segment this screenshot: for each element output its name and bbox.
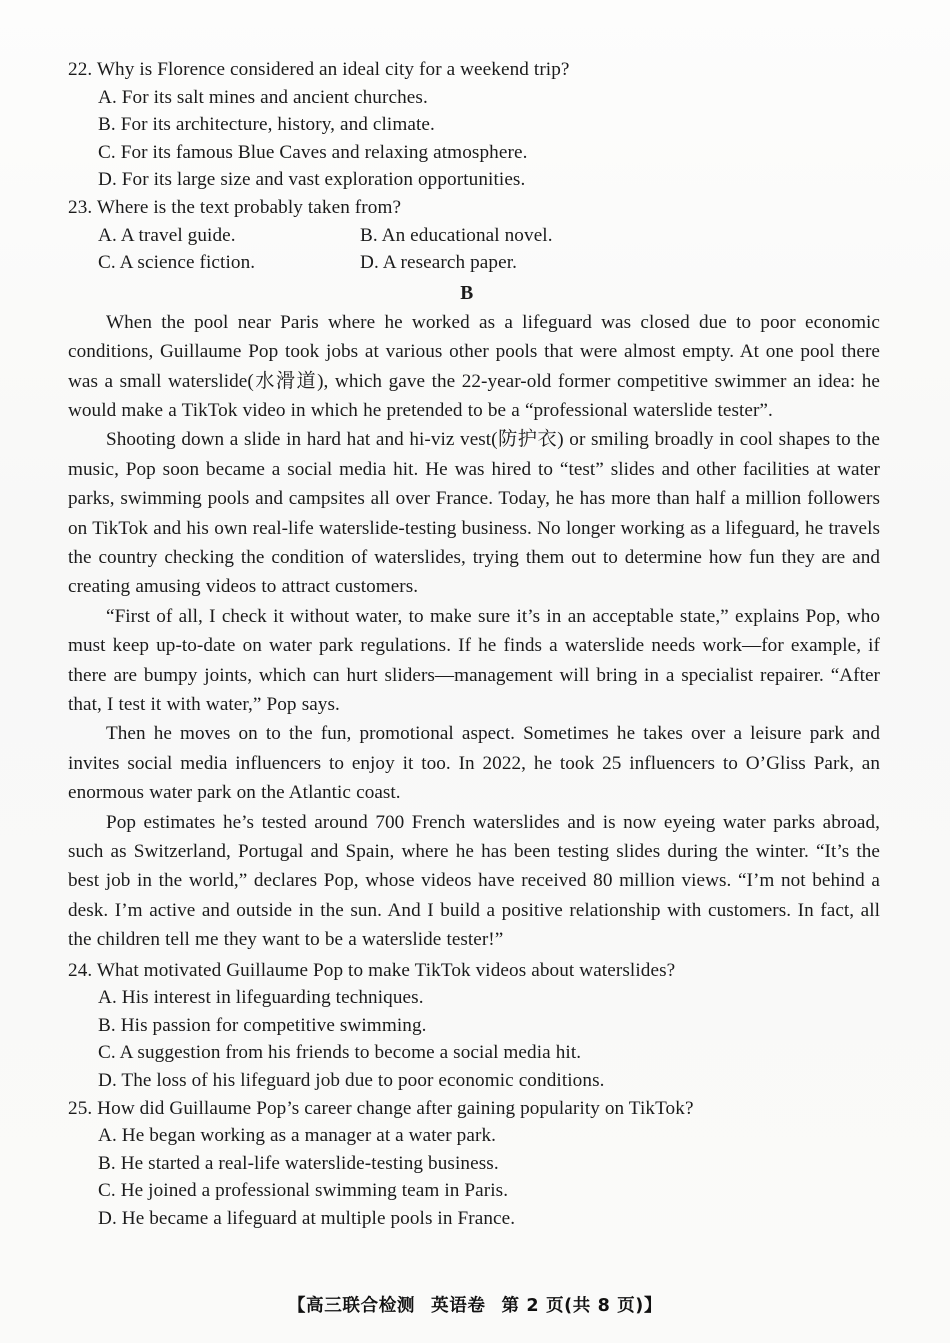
question-23-options-row-2 [68, 249, 880, 277]
question-22-option-c[interactable]: C. For its famous Blue Caves and relaxing atmosphere. [98, 141, 528, 163]
passage-paragraph-1: When the pool near Paris where he worked as a lifeguard was closed due to poor economic conditions, Guillaume Pop took jobs at various other pools that were almost empty. At one pool there was a small waterslide(水滑道), which gave the 22-year-old former competitive swimmer an idea: he would make a TikTok video in which he pretended to be a “professional waterslide tester”. [68, 311, 880, 421]
question-23 [68, 194, 880, 277]
footer-exam-name: 【高三联合检测 [287, 1296, 416, 1316]
question-22-option-a[interactable]: A. For its salt mines and ancient churches. [98, 86, 428, 108]
question-24-option-d[interactable]: D. The loss of his lifeguard job due to poor economic conditions. [98, 1070, 605, 1092]
question-25-option-d[interactable]: D. He became a lifeguard at multiple pools in France. [98, 1208, 516, 1230]
question-24-stem: 24. What motivated Guillaume Pop to make TikTok videos about waterslides? [68, 959, 676, 981]
question-23-options-row-1 [68, 222, 880, 250]
question-25 [68, 1095, 880, 1233]
page-footer [0, 1292, 950, 1317]
passage-paragraph-5: Pop estimates he’s tested around 700 French waterslides and is now eyeing water parks abroad, such as Switzerland, Portugal and Spain, where he has been testing slides during the winter. “It’s the best job in the world,” declares Pop, whose videos have received 80 million views. “I’m not behind a desk. I’m active and outside in the sun. And I build a positive relationship with customers. In fact, all the children tell me they want to be a waterslide tester!” [68, 811, 880, 951]
question-23-option-c[interactable]: C. A science fiction. [98, 252, 256, 274]
question-24-option-b[interactable]: B. His passion for competitive swimming. [98, 1014, 427, 1036]
question-22-stem: 22. Why is Florence considered an ideal city for a weekend trip? [68, 59, 570, 80]
footer-subject: 英语卷 [431, 1296, 486, 1316]
question-23-option-b[interactable]: B. An educational novel. [360, 224, 553, 246]
passage-paragraph-4: Then he moves on to the fun, promotional aspect. Sometimes he takes over a leisure park and invites social media influencers to enjoy it too. In 2022, he took 25 influencers to O’Gliss Park, an enormous water park on the Atlantic coast. [68, 723, 880, 804]
question-25-option-b[interactable]: B. He started a real-life waterslide-testing business. [98, 1152, 499, 1174]
page-content [68, 56, 880, 1233]
question-24 [68, 957, 880, 1095]
question-23-option-a[interactable]: A. A travel guide. [98, 224, 236, 246]
question-25-option-c[interactable]: C. He joined a professional swimming team in Paris. [98, 1180, 509, 1202]
question-23-option-d[interactable]: D. A research paper. [360, 252, 518, 274]
question-23-stem: 23. Where is the text probably taken from? [68, 196, 402, 218]
question-25-stem: 25. How did Guillaume Pop’s career change after gaining popularity on TikTok? [68, 1097, 694, 1119]
question-22 [68, 56, 880, 194]
footer-page-info: 第 2 页(共 8 页)】 [501, 1296, 663, 1316]
passage-paragraph-2: Shooting down a slide in hard hat and hi-viz vest(防护衣) or smiling broadly in cool shapes to the music, Pop soon became a social media hit. He was hired to “test” slides and other facilities at water parks, swimming pools and campsites all over France. Today, he has more than half a million followers on TikTok and his own real-life waterslide-testing business. No longer working as a lifeguard, he travels the country checking the condition of waterslides, trying them out to determine how fun they are and creating amusing videos to attract customers. [68, 429, 880, 598]
question-22-option-d[interactable]: D. For its large size and vast exploration opportunities. [98, 169, 526, 191]
question-25-option-a[interactable]: A. He began working as a manager at a water park. [98, 1125, 497, 1147]
passage-paragraph-3: “First of all, I check it without water, to make sure it’s in an acceptable state,” explains Pop, who must keep up-to-date on water park regulations. If he finds a waterslide needs work—for example, if there are bumpy joints, which can hurt sliders—management will bring in a specialist repairer. “After that, I test it with water,” Pop says. [68, 605, 880, 716]
question-22-option-b[interactable]: B. For its architecture, history, and climate. [98, 114, 435, 136]
question-24-option-a[interactable]: A. His interest in lifeguarding techniques. [98, 987, 424, 1009]
question-24-option-c[interactable]: C. A suggestion from his friends to become a social media hit. [98, 1042, 582, 1064]
section-letter-b: B [460, 282, 474, 304]
reading-passage [68, 308, 880, 955]
